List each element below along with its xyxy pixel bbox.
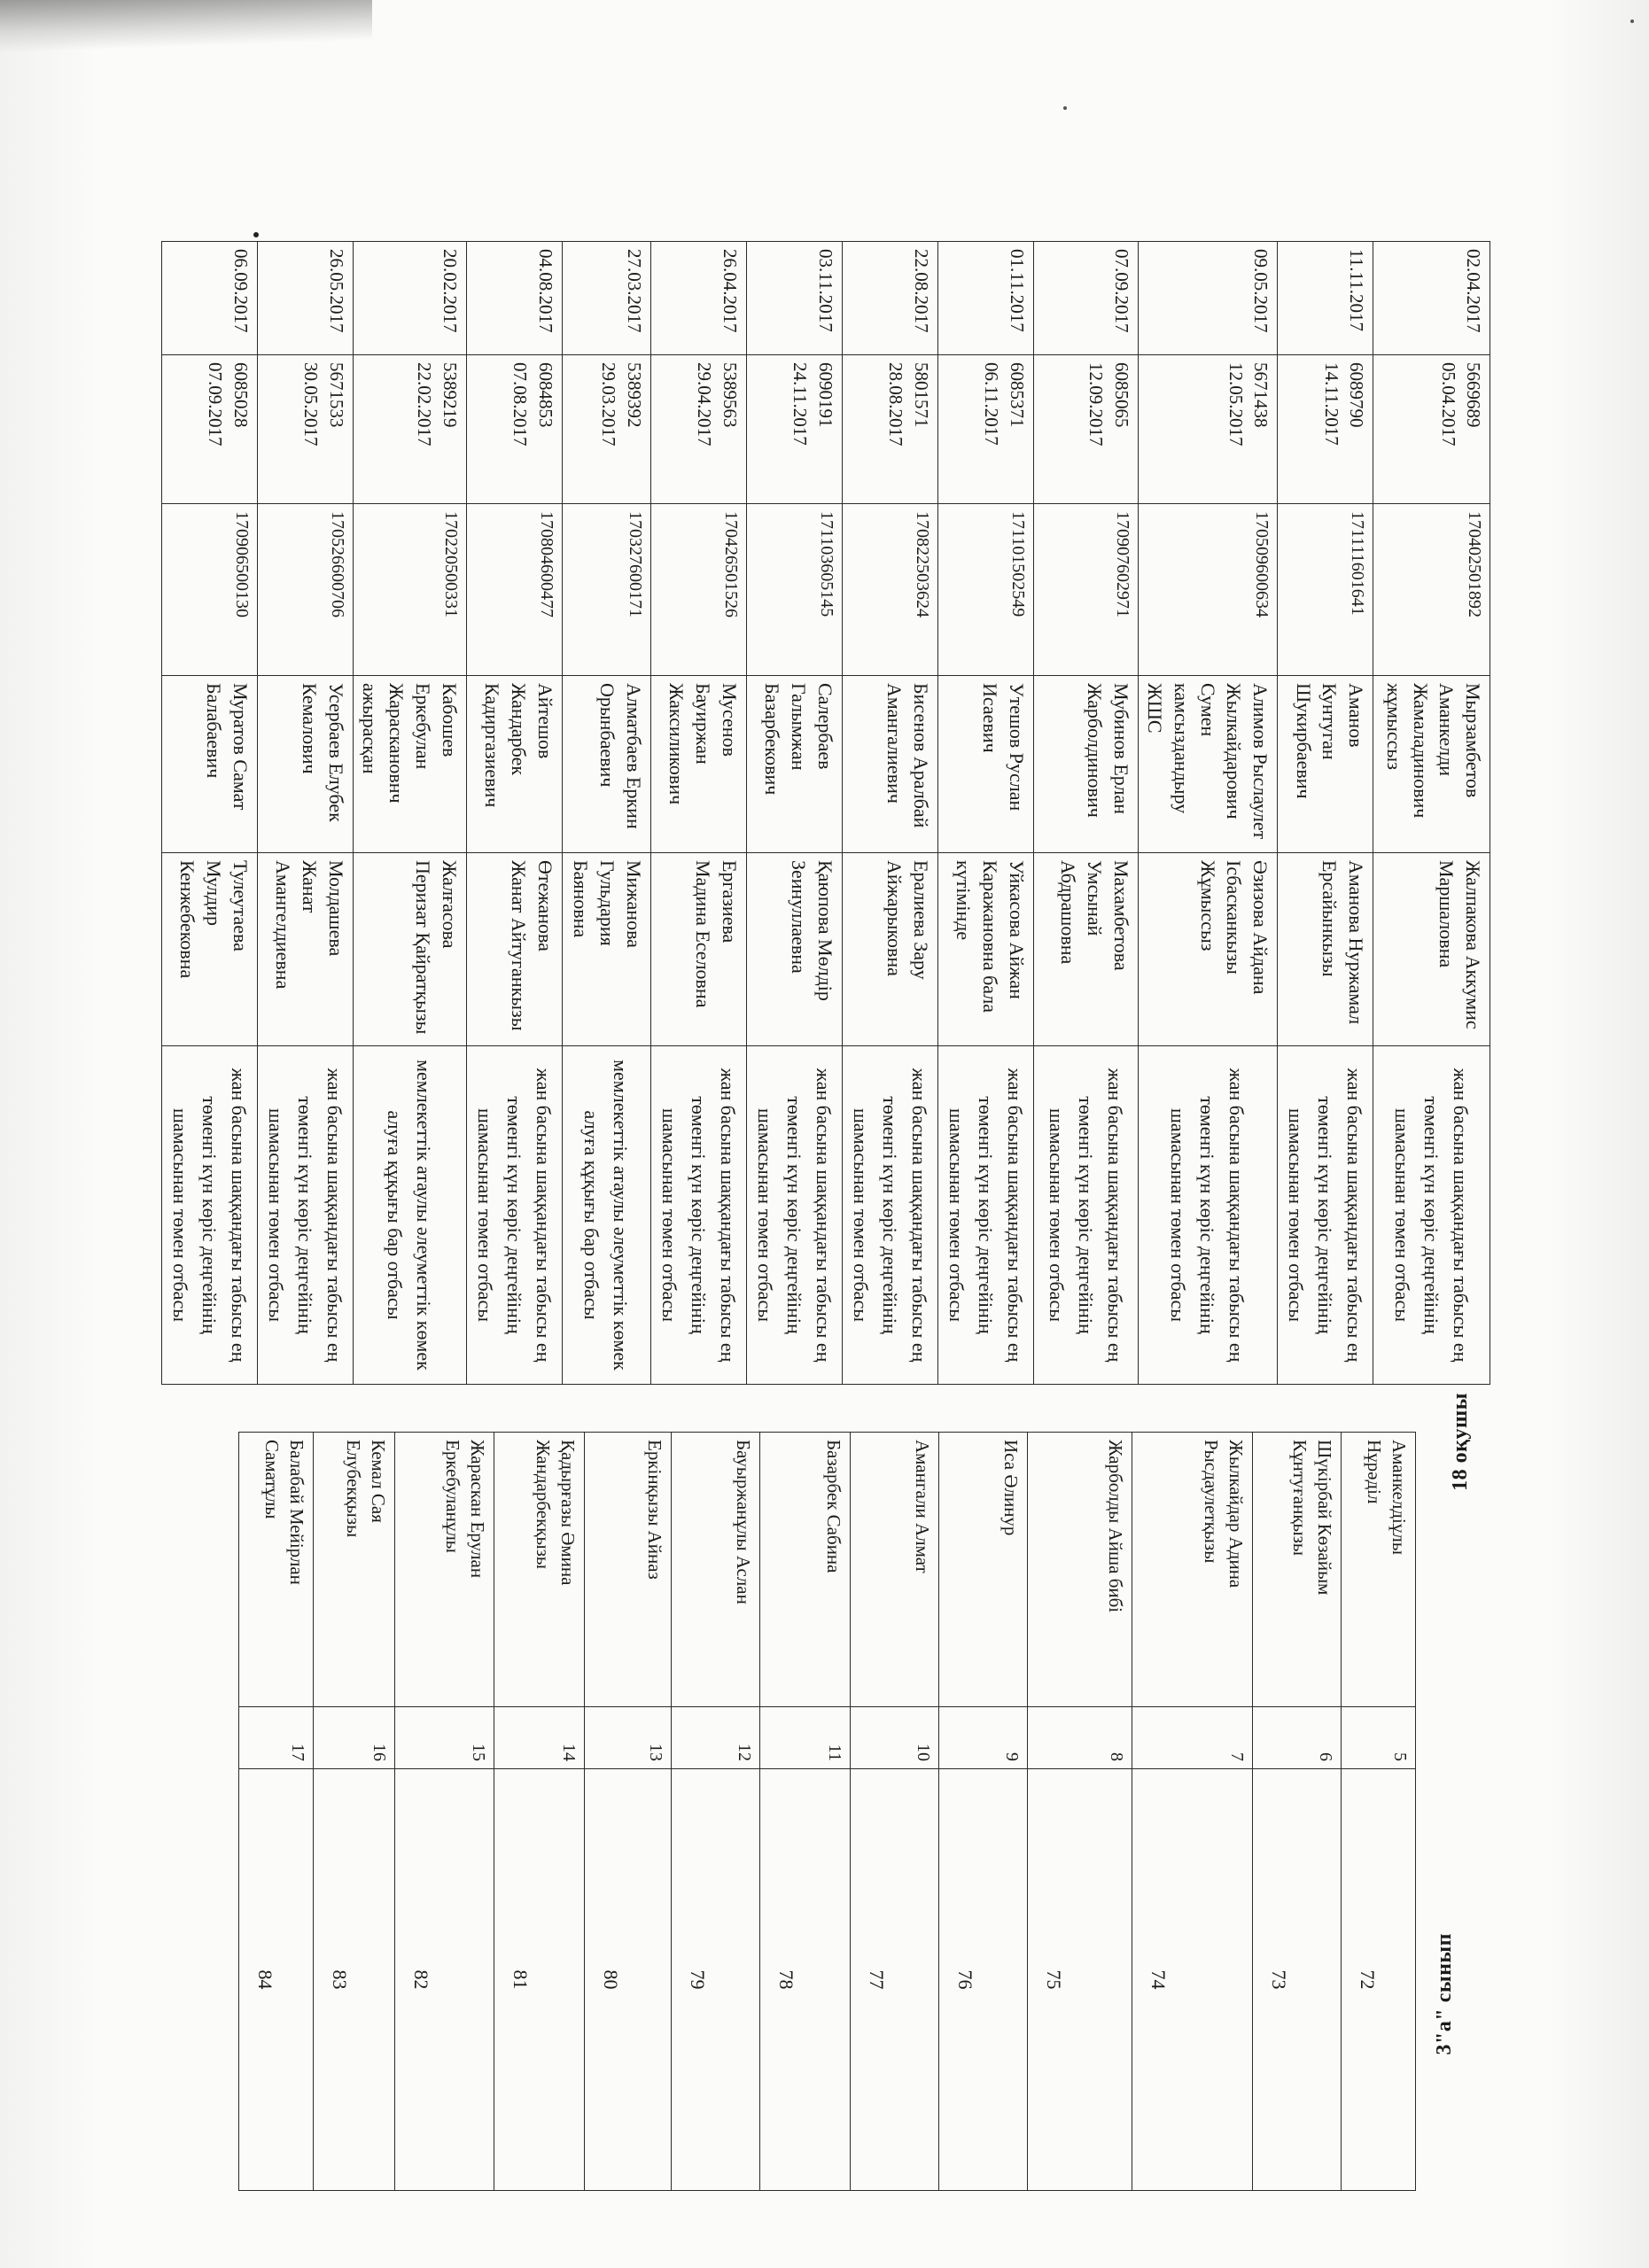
birth-date-cell: 07.09.2017: [1033, 242, 1138, 355]
row-number-cell: 82: [395, 1769, 494, 2191]
iin-cell: 171111601641: [1278, 504, 1373, 676]
record-row: [1033, 242, 1138, 1385]
family-status-cell: жан басына шаққандағы табысы ең төменгі күн көріс деңгейінің шамасынан төмен отбасы: [161, 1046, 257, 1385]
class-index-cell: 16: [314, 1707, 395, 1769]
student-name-cell: Амангали Алмат: [851, 1433, 939, 1707]
student-name-cell: Балабай Мейірлан Саматұлы: [239, 1433, 314, 1707]
record-row: [1278, 242, 1373, 1385]
birth-date-cell: 02.04.2017: [1373, 242, 1490, 355]
father-cell: Мубинов Ерлан Жарболдинович: [1033, 676, 1138, 853]
iin-cell: 170526600706: [257, 504, 353, 676]
family-status-cell: жан басына шаққандағы табысы ең төменгі күн көріс деңгейінің шамасынан төмен отбасы: [842, 1046, 937, 1385]
record-row: [257, 242, 353, 1385]
records-table: [161, 241, 1490, 1385]
birth-date-cell: 26.05.2017: [257, 242, 353, 355]
father-cell: Кабошев Еркебулан Жараскановнч ажырасқан: [353, 676, 466, 853]
father-cell: Алимов Рыслаулет Жылкайдарович Сумен камсыздандыру ЖШС: [1138, 676, 1277, 853]
father-cell: Мырзамбетов Аманкелди Жамаладинович жұмыссыз: [1373, 676, 1490, 853]
mother-cell: Уйкасова Айжан Каражановна бала күтімінде: [937, 853, 1033, 1046]
mother-cell: Ералиева Зару Айжарыковна: [842, 853, 937, 1046]
family-status-cell: жан басына шаққандағы табысы ең төменгі күн көріс деңгейінің шамасынан төмен отбасы: [1373, 1046, 1490, 1385]
student-name-cell: Шүкірбай Көзайым Кұнтуғанқызы: [1253, 1433, 1342, 1707]
student-row: [1132, 1433, 1253, 2191]
record-row: [1138, 242, 1277, 1385]
iin-cell: 171103605145: [746, 504, 842, 676]
row-number-cell: 80: [585, 1769, 672, 2191]
family-status-cell: жан басына шаққандағы табысы ең төменгі күн көріс деңгейінің шамасынан төмен отбасы: [1033, 1046, 1138, 1385]
student-name-cell: Жарболды Айша бибі: [1028, 1433, 1132, 1707]
class-index-cell: 9: [939, 1707, 1028, 1769]
student-row: [314, 1433, 395, 2191]
row-number-cell: 75: [1028, 1769, 1132, 2191]
student-row: [939, 1433, 1028, 2191]
family-status-cell: жан басына шаққандағы табысы ең төменгі күн көріс деңгейінің шамасынан төмен отбасы: [466, 1046, 562, 1385]
student-name-cell: Иса Әлинур: [939, 1433, 1028, 1707]
certificate-cell: 5389392 29.03.2017: [562, 355, 650, 504]
student-row: [851, 1433, 939, 2191]
iin-cell: 170509600634: [1138, 504, 1277, 676]
row-number-cell: 76: [939, 1769, 1028, 2191]
birth-date-cell: 22.08.2017: [842, 242, 937, 355]
father-cell: Утешов Руслан Исаевич: [937, 676, 1033, 853]
certificate-cell: 6089790 14.11.2017: [1278, 355, 1373, 504]
student-row: [1028, 1433, 1132, 2191]
birth-date-cell: 26.04.2017: [650, 242, 746, 355]
student-row: [239, 1433, 314, 2191]
certificate-cell: 6084853 07.08.2017: [466, 355, 562, 504]
birth-date-cell: 09.05.2017: [1138, 242, 1277, 355]
iin-cell: 170220500331: [353, 504, 466, 676]
iin-cell: 170906500130: [161, 504, 257, 676]
class-index-cell: 17: [239, 1707, 314, 1769]
family-status-cell: жан басына шаққандағы табысы ең төменгі күн көріс деңгейінің шамасынан төмен отбасы: [257, 1046, 353, 1385]
student-row: [494, 1433, 585, 2191]
student-row: [1253, 1433, 1342, 2191]
row-number-cell: 81: [494, 1769, 585, 2191]
family-status-cell: жан басына шаққандағы табысы ең төменгі күн көріс деңгейінің шамасынан төмен отбасы: [650, 1046, 746, 1385]
student-row: [672, 1433, 760, 2191]
row-number-cell: 72: [1342, 1769, 1416, 2191]
certificate-cell: 5389219 22.02.2017: [353, 355, 466, 504]
certificate-cell: 5669689 05.04.2017: [1373, 355, 1490, 504]
mother-cell: Махамбетова Умсынай Абдрашовна: [1033, 853, 1138, 1046]
father-cell: Айтешов Жандарбек Кадиргазиевич: [466, 676, 562, 853]
record-row: [353, 242, 466, 1385]
certificate-cell: 5671533 30.05.2017: [257, 355, 353, 504]
row-number-cell: 74: [1132, 1769, 1253, 2191]
record-row: [562, 242, 650, 1385]
class-index-cell: 12: [672, 1707, 760, 1769]
student-row: [760, 1433, 851, 2191]
scan-speck: [1063, 106, 1067, 110]
record-row: [1373, 242, 1490, 1385]
birth-date-cell: 01.11.2017: [937, 242, 1033, 355]
mother-cell: Қаюпова Мөлдір Зеинуллаевна: [746, 853, 842, 1046]
certificate-cell: 6085028 07.09.2017: [161, 355, 257, 504]
birth-date-cell: 27.03.2017: [562, 242, 650, 355]
certificate-cell: 6085065 12.09.2017: [1033, 355, 1138, 504]
iin-cell: 171101502549: [937, 504, 1033, 676]
class-index-cell: 13: [585, 1707, 672, 1769]
family-status-cell: мемлекеттік атаулы әлеуметтік көмек алуға құқығы бар отбасы: [562, 1046, 650, 1385]
birth-date-cell: 06.09.2017: [161, 242, 257, 355]
student-name-cell: Жараскан Ерулан Еркебуланұлы: [395, 1433, 494, 1707]
mother-cell: Аманова Нуржамал Ерсайынкызы: [1278, 853, 1373, 1046]
class-index-cell: 6: [1253, 1707, 1342, 1769]
student-name-cell: Базарбек Сабина: [760, 1433, 851, 1707]
scan-dot: [253, 232, 259, 237]
mother-cell: Тулеутаева Мулдир Кенжебековна: [161, 853, 257, 1046]
class-heading: 3"а" сынып: [1433, 1933, 1456, 2055]
birth-date-cell: 03.11.2017: [746, 242, 842, 355]
record-row: [161, 242, 257, 1385]
certificate-cell: 6090191 24.11.2017: [746, 355, 842, 504]
father-cell: Усербаев Елубек Кемалович: [257, 676, 353, 853]
family-status-cell: жан басына шаққандағы табысы ең төменгі күн көріс деңгейінің шамасынан төмен отбасы: [937, 1046, 1033, 1385]
student-name-cell: Бауыржанұлы Аслан: [672, 1433, 760, 1707]
row-number-cell: 78: [760, 1769, 851, 2191]
class-index-cell: 10: [851, 1707, 939, 1769]
student-name-cell: Еркінқызы Айназ: [585, 1433, 672, 1707]
row-number-cell: 79: [672, 1769, 760, 2191]
iin-cell: 170804600477: [466, 504, 562, 676]
mother-cell: Мижанова Гульдария Баяновна: [562, 853, 650, 1046]
certificate-cell: 5671438 12.05.2017: [1138, 355, 1277, 504]
record-row: [746, 242, 842, 1385]
student-row: [395, 1433, 494, 2191]
family-status-cell: жан басына шаққандағы табысы ең төменгі күн көріс деңгейінің шамасынан төмен отбасы: [746, 1046, 842, 1385]
class-index-cell: 11: [760, 1707, 851, 1769]
father-cell: Салербаев Галымжан Базарбекович: [746, 676, 842, 853]
family-status-cell: жан басына шаққандағы табысы ең төменгі күн көріс деңгейінің шамасынан төмен отбасы: [1138, 1046, 1277, 1385]
class-index-cell: 15: [395, 1707, 494, 1769]
iin-cell: 170327600171: [562, 504, 650, 676]
class-index-cell: 14: [494, 1707, 585, 1769]
record-row: [842, 242, 937, 1385]
class-index-cell: 5: [1342, 1707, 1416, 1769]
row-number-cell: 83: [314, 1769, 395, 2191]
father-cell: Алматбаев Еркин Орынбаевич: [562, 676, 650, 853]
record-row: [650, 242, 746, 1385]
iin-cell: 170907602971: [1033, 504, 1138, 676]
student-name-cell: Кемал Сая Елубекқызы: [314, 1433, 395, 1707]
row-number-cell: 77: [851, 1769, 939, 2191]
mother-cell: Жалғасова Перизат Қайратқызы: [353, 853, 466, 1046]
birth-date-cell: 20.02.2017: [353, 242, 466, 355]
father-cell: Аманов Кунтуган Шукирбаевич: [1278, 676, 1373, 853]
row-number-cell: 73: [1253, 1769, 1342, 2191]
student-row: [1342, 1433, 1416, 2191]
mother-cell: Жалпакова Аккумис Маршаловна: [1373, 853, 1490, 1046]
certificate-cell: 6085371 06.11.2017: [937, 355, 1033, 504]
family-status-cell: мемлекеттік атаулы әлеуметтік көмек алуға құқығы бар отбасы: [353, 1046, 466, 1385]
iin-cell: 170426501526: [650, 504, 746, 676]
mother-cell: Өтежанова Жанат Айтуганкызы: [466, 853, 562, 1046]
mother-cell: Молдашева Жанат Амангелдиевна: [257, 853, 353, 1046]
father-cell: Мусенов Бауиржан Жаксиликович: [650, 676, 746, 853]
students-table: [238, 1432, 1416, 2191]
student-count-heading: 18 оқушы: [1449, 1393, 1472, 1491]
birth-date-cell: 04.08.2017: [466, 242, 562, 355]
record-row: [466, 242, 562, 1385]
scan-speck: [1630, 19, 1634, 23]
iin-cell: 170402501892: [1373, 504, 1490, 676]
certificate-cell: 5801571 28.08.2017: [842, 355, 937, 504]
student-name-cell: Аманкелдіұлы Нұрәділ: [1342, 1433, 1416, 1707]
certificate-cell: 5389563 29.04.2017: [650, 355, 746, 504]
iin-cell: 170822503624: [842, 504, 937, 676]
birth-date-cell: 11.11.2017: [1278, 242, 1373, 355]
mother-cell: Әзизова Айдана Ісбасканкызы Жұмыссыз: [1138, 853, 1277, 1046]
mother-cell: Ергазиева Мадина Еселовна: [650, 853, 746, 1046]
row-number-cell: 84: [239, 1769, 314, 2191]
student-row: [585, 1433, 672, 2191]
family-status-cell: жан басына шаққандағы табысы ең төменгі күн көріс деңгейінің шамасынан төмен отбасы: [1278, 1046, 1373, 1385]
student-name-cell: Қадырғазы Әмина Жандарбекқызы: [494, 1433, 585, 1707]
student-name-cell: Жылкайдар Адина Рысдаулетқызы: [1132, 1433, 1253, 1707]
record-row: [937, 242, 1033, 1385]
rotated-page: [168, 241, 1492, 2190]
class-index-cell: 8: [1028, 1707, 1132, 1769]
class-index-cell: 7: [1132, 1707, 1253, 1769]
father-cell: Бисенов Аралбай Амангалиевич: [842, 676, 937, 853]
father-cell: Муратов Самат Балабаевич: [161, 676, 257, 853]
